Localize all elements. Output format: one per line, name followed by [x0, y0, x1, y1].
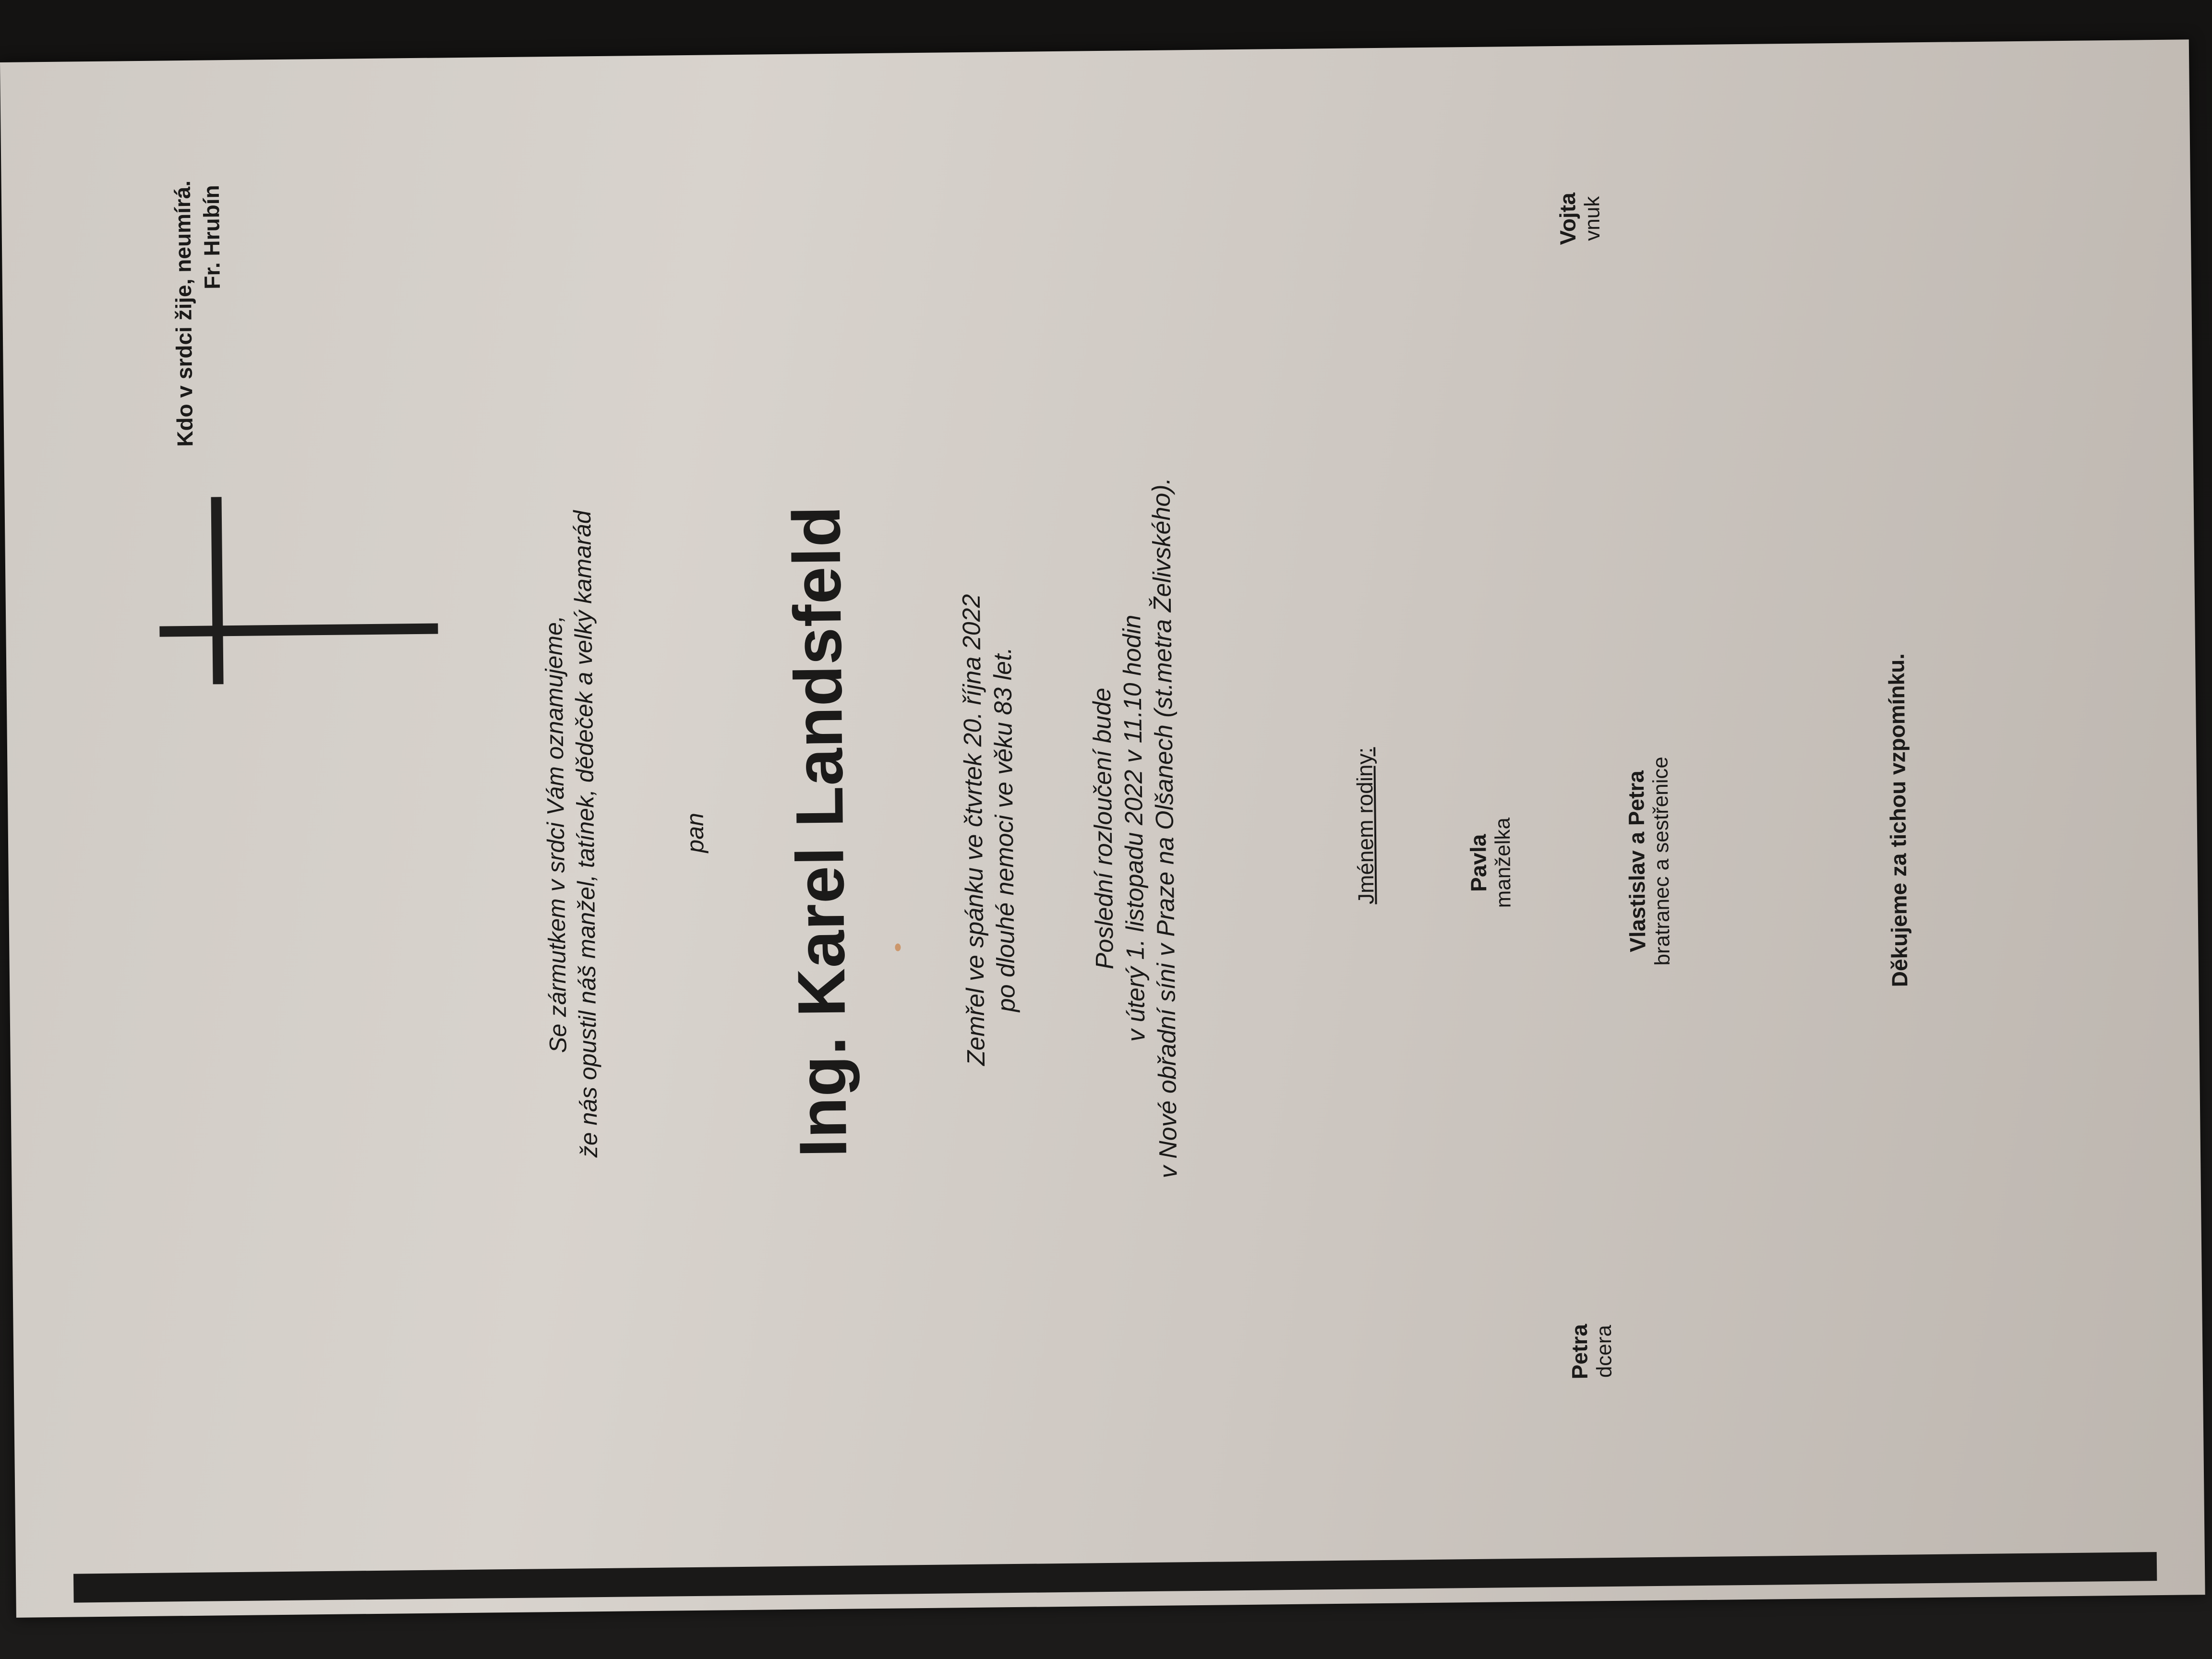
death-line-1: Zemřel ve spánku ve čtvrtek 20. října 2022 — [957, 594, 990, 1066]
thanks-line: Děkujeme za tichou vzpomínku. — [1884, 653, 1912, 987]
family-relation: manželka — [1491, 817, 1515, 908]
funeral-line-1: Poslední rozloučení bude — [1088, 687, 1119, 970]
family-name: Pavla — [1466, 834, 1491, 892]
funeral-line-3: v Nové obřadní síni v Praze na Olšanech (st.metra Želivského). — [1147, 477, 1183, 1178]
obituary-content — [0, 39, 2205, 1618]
family-member-daughter — [1564, 1159, 1618, 1544]
intro-line-2: že nás opustil náš manžel, tatínek, dědeček a velký kamarád — [568, 510, 602, 1158]
motto-quote: Kdo v srdci žije, neumírá. — [169, 180, 198, 447]
obituary-sheet — [0, 39, 2205, 1618]
salutation: pan — [681, 812, 709, 853]
family-member-cousins — [1621, 621, 1676, 1102]
deceased-name: Ing. Karel Landsfeld — [778, 505, 861, 1158]
cross-icon-horizontal — [211, 497, 224, 684]
family-relation: bratranec a sestřenice — [1648, 756, 1674, 966]
family-member-grandson — [1552, 39, 1606, 411]
family-member-wife — [1463, 623, 1517, 1103]
funeral-line-2: v úterý 1. listopadu 2022 v 11.10 hodin — [1118, 614, 1151, 1042]
family-relation: dcera — [1592, 1324, 1616, 1378]
death-line-2: po dlouhé nemoci ve věku 83 let. — [988, 647, 1021, 1012]
cross-icon-vertical — [159, 624, 438, 637]
intro-line-1: Se zármutkem v srdci Vám oznamujeme, — [540, 615, 572, 1053]
family-name: Vojta — [1555, 192, 1581, 245]
motto-author: Fr. Hrubín — [198, 185, 225, 289]
family-name: Petra — [1566, 1323, 1592, 1380]
family-relation: vnuk — [1580, 196, 1605, 241]
family-name: Vlastislav a Petra — [1623, 770, 1650, 952]
signature-label: Jménem rodiny: — [1352, 747, 1379, 905]
